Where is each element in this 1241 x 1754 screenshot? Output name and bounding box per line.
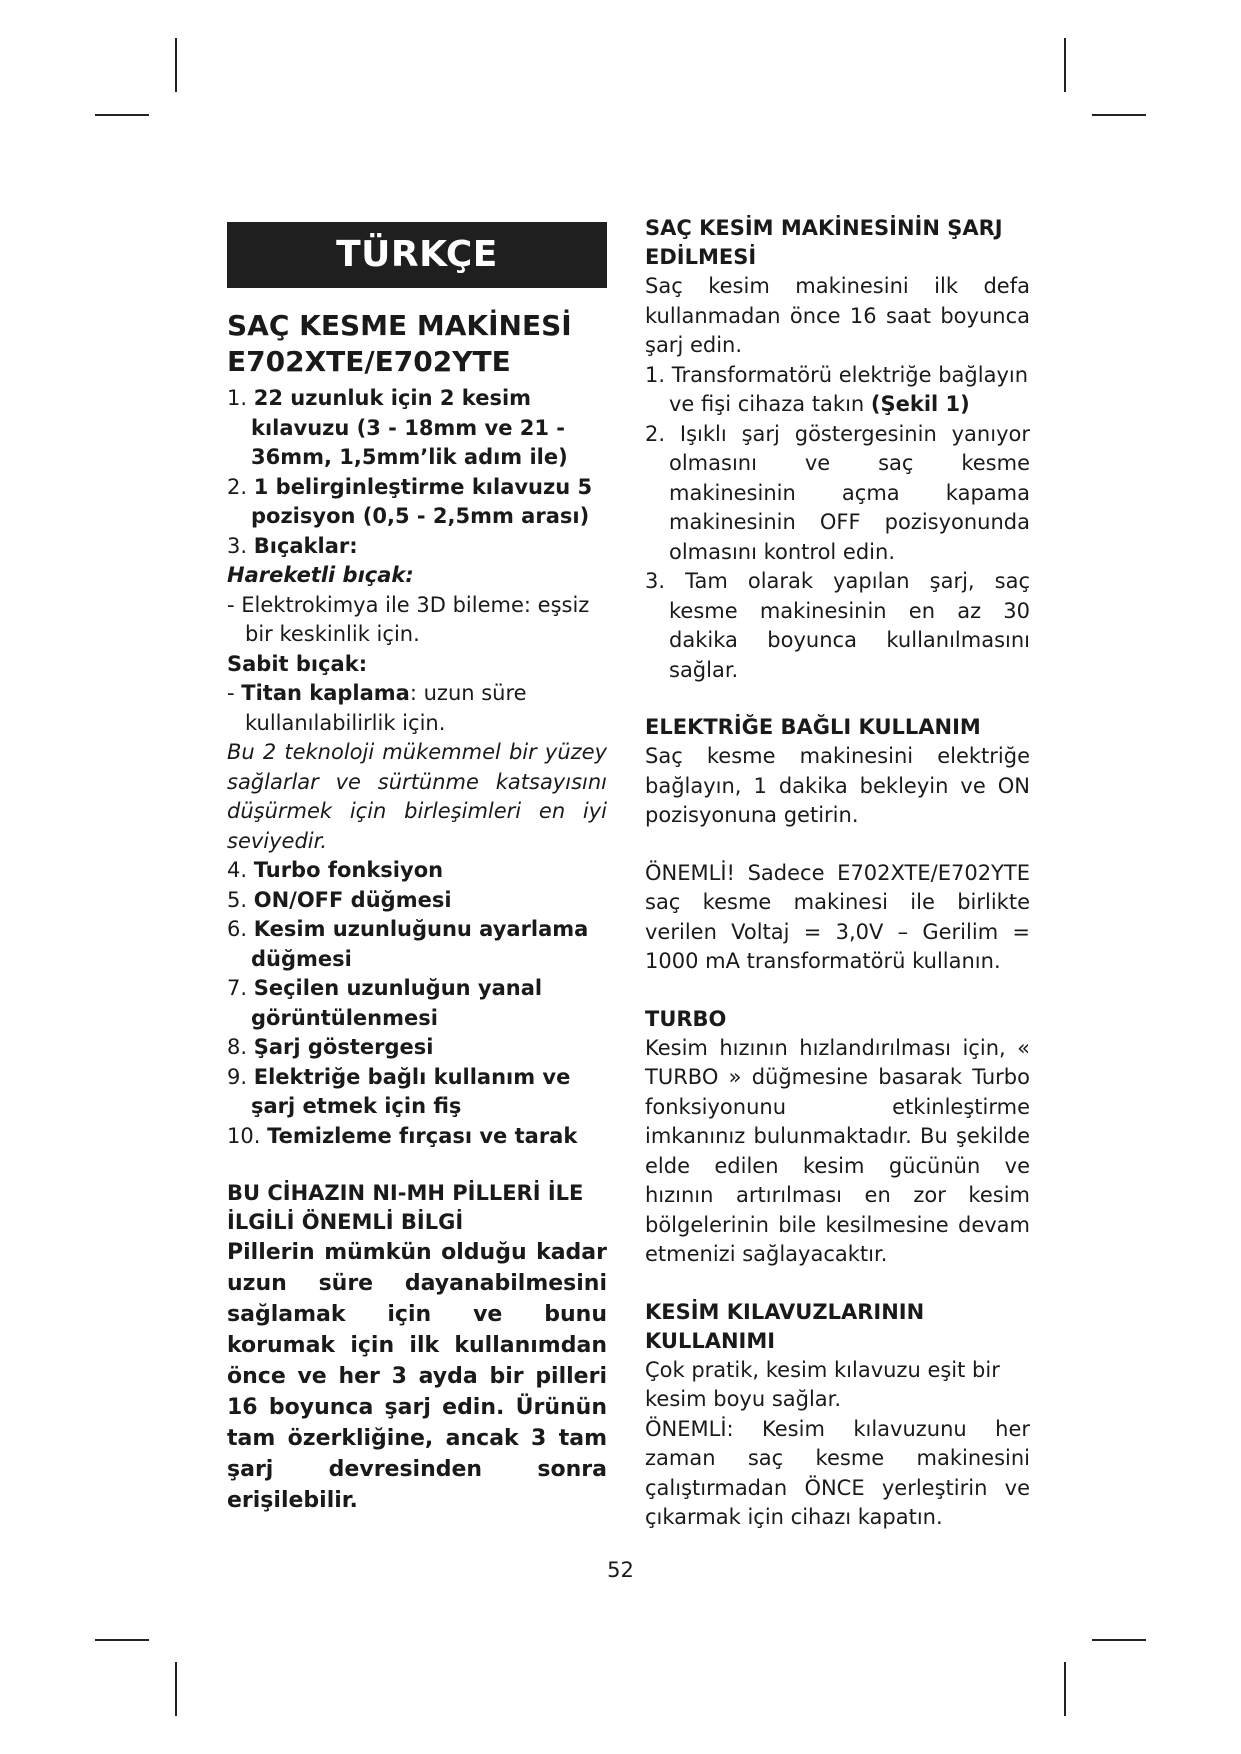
- battery-heading: BU CİHAZIN NI-MH PİLLERİ İLE İLGİLİ ÖNEMLİ BİLGİ: [227, 1181, 584, 1234]
- part-item-10: [227, 1122, 607, 1152]
- mains-body: Saç kesme makinesini elektriğe bağlayın, 1 dakika bekleyin ve ON pozisyonuna getirin.: [645, 744, 1030, 827]
- part-num: 3.: [227, 533, 248, 558]
- part-text: 22 uzunluk için 2 kesim kılavuzu (3 - 18mm ve 21 - 36mm, 1,5mm’lik adım ile): [251, 386, 568, 469]
- turbo-body: Kesim hızının hızlandırılması için, « TURBO » düğmesine basarak Turbo fonksiyonunu etkinleştirme imkanınız bulunmaktadır. Bu şekilde elde edilen kesim gücünün ve hızının artırılması en zor kesim bölgelerinin bile kesilmesine devam etmenizi sağlayacaktır.: [645, 1035, 1030, 1266]
- part-text: Elektriğe bağlı kullanım ve şarj etmek için fiş: [251, 1064, 571, 1118]
- product-title: [227, 308, 607, 380]
- moving-blade-title: Hareketli bıçak:: [227, 563, 414, 587]
- part-num: 4.: [227, 858, 248, 882]
- product-title-line1: SAÇ KESME MAKİNESİ: [227, 309, 572, 342]
- part-item-5: [227, 886, 607, 916]
- part-num: 8.: [227, 1035, 248, 1059]
- charging-step-2: [645, 420, 1030, 568]
- part-text: 1 belirginleştirme kılavuzu 5 pozisyon (0,5 - 2,5mm arası): [251, 474, 593, 528]
- crop-mark-bottom-right-v: [1064, 1662, 1066, 1716]
- mains-important: ÖNEMLİ! Sadece E702XTE/E702YTE saç kesme makinesi ile birlikte verilen Voltaj = 3,0V – Gerilim = 1000 mA transformatörü kullanın.: [645, 860, 1030, 973]
- charging-intro: Saç kesim makinesini ilk defa kullanmadan önce 16 saat boyunca şarj edin.: [645, 274, 1030, 357]
- part-item-9: [227, 1063, 607, 1122]
- crop-mark-top-right-v: [1064, 38, 1066, 92]
- left-column: [227, 214, 607, 1516]
- part-item-2: [227, 473, 607, 532]
- battery-body: Pillerin mümkün olduğu kadar uzun süre dayanabilmesini sağlamak için ve bunu korumak için ilk kullanımdan önce ve her 3 ayda bir pilleri 16 boyunca şarj edin. Ürünün tam özerkliğine, ancak 3 tam şarj devresinden sonra erişilebilir.: [227, 1240, 607, 1513]
- guides-important: ÖNEMLİ: Kesim kılavuzunu her zaman saç kesme makinesini çalıştırmadan ÖNCE yerleştirin ve çıkarmak için cihazı kapatın.: [645, 1416, 1030, 1529]
- step-text: Transformatörü elektriğe bağlayın ve fişi cihaza takın: [669, 362, 1029, 416]
- part-num: 9.: [227, 1064, 248, 1089]
- part-num: 5.: [227, 887, 248, 912]
- product-model: E702XTE/E702YTE: [227, 345, 511, 378]
- part-item-7: [227, 974, 607, 1033]
- fixed-blade-desc: - Titan kaplama: uzun süre kullanılabilirlik için.: [227, 681, 527, 735]
- part-item-8: [227, 1033, 607, 1063]
- step-num: 2.: [645, 421, 666, 446]
- part-text: Kesim uzunluğunu ayarlama düğmesi: [251, 917, 589, 971]
- turbo-heading: TURBO: [645, 1006, 727, 1031]
- crop-mark-top-right-h: [1092, 114, 1146, 116]
- crop-mark-bottom-left-h: [95, 1639, 149, 1641]
- fixed-blade-bold: Titan kaplama: [241, 681, 410, 705]
- moving-blade-text: Elektrokimya ile 3D bileme: eşsiz bir keskinlik için.: [241, 592, 590, 646]
- part-text: Temizleme fırçası ve tarak: [267, 1123, 578, 1148]
- part-item-3: [227, 532, 607, 562]
- moving-blade-desc: - Elektrokimya ile 3D bileme: eşsiz bir keskinlik için.: [227, 592, 590, 646]
- part-num: 6.: [227, 917, 248, 941]
- language-banner: TÜRKÇE: [227, 222, 607, 288]
- part-text: Şarj göstergesi: [253, 1035, 434, 1059]
- part-item-4: [227, 856, 607, 886]
- part-text: ON/OFF düğmesi: [253, 887, 452, 912]
- step-text: Tam olarak yapılan şarj, saç kesme makinesinin en az 30 dakika boyunca kullanılmasını sağlar.: [669, 569, 1030, 682]
- parts-list: [227, 384, 607, 561]
- part-num: 10.: [227, 1123, 261, 1148]
- step-num: 1.: [645, 362, 666, 387]
- crop-mark-bottom-right-h: [1092, 1639, 1146, 1641]
- page-number: 52: [607, 1558, 634, 1582]
- part-num: 7.: [227, 976, 248, 1000]
- fixed-blade-title: Sabit bıçak:: [227, 651, 368, 676]
- part-text: Turbo fonksiyon: [253, 858, 444, 882]
- charging-step-1: [645, 361, 1030, 420]
- part-text: Seçilen uzunluğun yanal görüntülenmesi: [251, 976, 543, 1030]
- part-item-1: [227, 384, 607, 473]
- crop-mark-top-left-v: [175, 38, 177, 92]
- parts-list-more: [227, 856, 607, 1151]
- step-text: Işıklı şarj göstergesinin yanıyor olmasını ve saç kesme makinesinin açma kapama makinesinin OFF pozisyonunda olmasını kontrol edin.: [669, 421, 1030, 564]
- guides-body: Çok pratik, kesim kılavuzu eşit bir kesim boyu sağlar.: [645, 1357, 1000, 1411]
- part-num: 2.: [227, 474, 248, 499]
- fixed-blade-text: : uzun süre kullanılabilirlik için.: [245, 681, 527, 735]
- blades-note: Bu 2 teknoloji mükemmel bir yüzey sağlarlar ve sürtünme katsayısını düşürmek için birleşimleri en iyi seviyedir.: [227, 740, 607, 853]
- step-num: 3.: [645, 569, 666, 593]
- part-num: 1.: [227, 386, 248, 410]
- crop-mark-bottom-left-v: [175, 1662, 177, 1716]
- charging-step-3: [645, 567, 1030, 685]
- part-text: Bıçaklar:: [253, 533, 358, 558]
- crop-mark-top-left-h: [95, 114, 149, 116]
- mains-heading: ELEKTRİĞE BAĞLI KULLANIM: [645, 715, 981, 739]
- guides-heading: KESİM KILAVUZLARININ KULLANIMI: [645, 1299, 925, 1353]
- right-column: [645, 214, 1030, 1533]
- part-item-6: [227, 915, 607, 974]
- figure-ref: (Şekil 1): [870, 392, 970, 416]
- charging-heading: SAÇ KESİM MAKİNESİNİN ŞARJ EDİLMESİ: [645, 216, 1003, 269]
